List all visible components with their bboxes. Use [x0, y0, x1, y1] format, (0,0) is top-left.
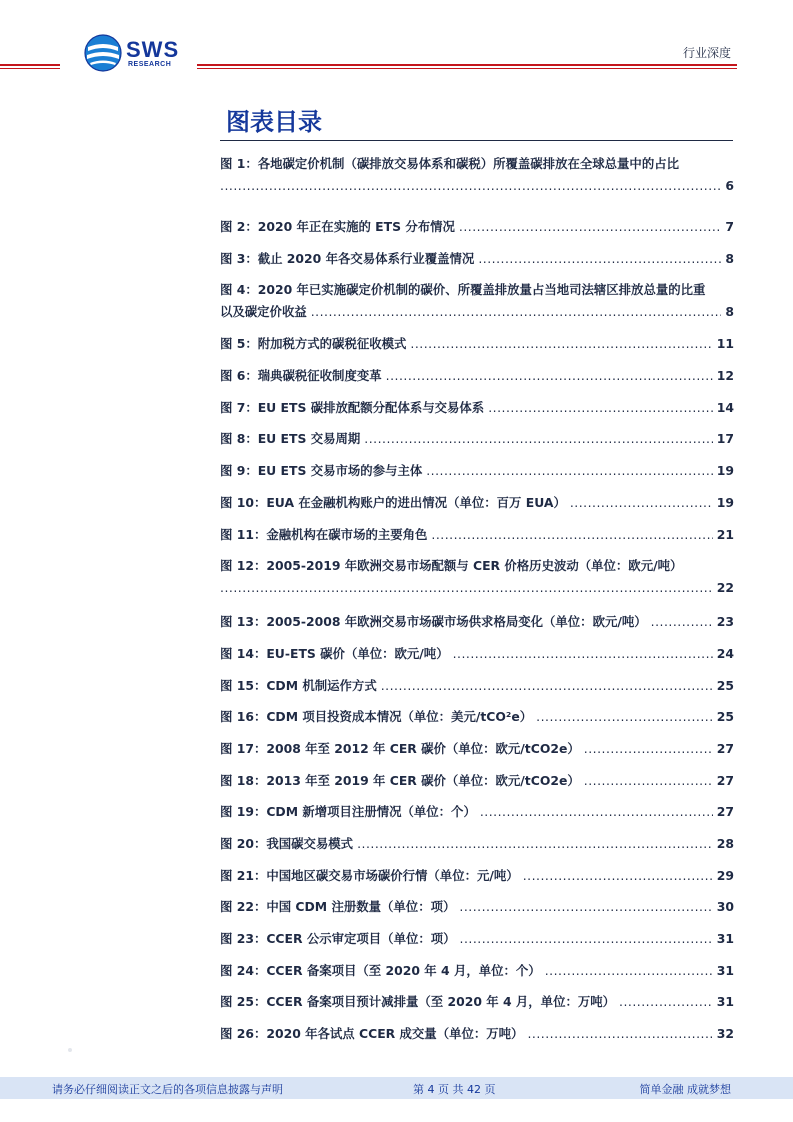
- logo-text: SWS: [126, 37, 180, 62]
- toc-entry-label: 图 20：我国碳交易模式: [220, 836, 354, 851]
- toc-entry-page: 8: [725, 250, 734, 266]
- toc-entry[interactable]: [220, 460, 734, 492]
- figure-toc: [220, 153, 734, 1055]
- toc-leader: [431, 524, 712, 546]
- toc-entry-label: 图 8：EU ETS 交易周期: [220, 431, 361, 447]
- toc-leader: [220, 175, 721, 197]
- toc-entry-label: 图 6：瑞典碳税征收制度变革: [220, 368, 382, 384]
- toc-entry[interactable]: [220, 865, 734, 897]
- toc-entry-page: 24: [716, 645, 734, 661]
- toc-entry[interactable]: [220, 555, 734, 611]
- toc-entry-label: 图 2：2020 年正在实施的 ETS 分布情况: [220, 219, 455, 234]
- footer-page-info: 第 4 页 共 42 页: [413, 1083, 496, 1096]
- header-rule-left-thin: [0, 68, 60, 69]
- toc-entry-label: 图 19：CDM 新增项目注册情况（单位：个）: [220, 804, 476, 820]
- toc-entry[interactable]: [220, 896, 734, 928]
- toc-entry[interactable]: [220, 397, 734, 429]
- toc-entry-label: 图 16：CDM 项目投资成本情况（单位：美元/tCO²e）: [220, 709, 533, 725]
- toc-entry-page: 22: [716, 580, 734, 596]
- toc-entry[interactable]: [220, 153, 734, 216]
- toc-entry-label: 图 11：金融机构在碳市场的主要角色: [220, 526, 428, 542]
- toc-entry[interactable]: [220, 333, 734, 365]
- toc-entry[interactable]: [220, 833, 734, 865]
- toc-leader: [460, 928, 713, 950]
- toc-entry[interactable]: [220, 248, 734, 280]
- toc-leader: [651, 611, 713, 633]
- toc-entry-label: 图 3：截止 2020 年各交易体系行业覆盖情况: [220, 250, 475, 266]
- footer-slogan: 简单金融 成就梦想: [639, 1083, 731, 1096]
- toc-entry-label: 图 23：CCER 公示审定项目（单位：项）: [220, 931, 456, 947]
- toc-leader: [364, 428, 712, 450]
- toc-leader: [584, 770, 713, 792]
- toc-entry-label: 图 18：2013 年至 2019 年 CER 碳价（单位：欧元/tCO2e）: [220, 772, 580, 788]
- toc-entry-page: 17: [716, 431, 734, 447]
- toc-entry[interactable]: [220, 524, 734, 556]
- toc-entry-page: 19: [716, 494, 734, 510]
- header-rule-right-thin: [197, 68, 737, 69]
- toc-leader: [410, 333, 712, 355]
- toc-entry-page: 25: [716, 677, 734, 693]
- toc-leader: [536, 706, 713, 728]
- toc-entry-page: 28: [716, 836, 734, 851]
- toc-entry-page: 8: [725, 304, 734, 320]
- toc-entry[interactable]: [220, 738, 734, 770]
- toc-entry-label: 图 25：CCER 备案项目预计减排量（至 2020 年 4 月，单位：万吨）: [220, 994, 616, 1010]
- toc-entry[interactable]: [220, 675, 734, 707]
- toc-entry[interactable]: [220, 928, 734, 960]
- toc-entry-label: 图 10：EUA 在金融机构账户的进出情况（单位：百万 EUA）: [220, 494, 566, 510]
- toc-entry-label: 图 9：EU ETS 交易市场的参与主体: [220, 463, 423, 479]
- toc-entry-page: 31: [716, 994, 734, 1010]
- toc-entry-page: 31: [716, 962, 734, 978]
- toc-leader: [357, 833, 713, 855]
- toc-leader: [488, 397, 713, 419]
- header-rule-right: [197, 64, 737, 66]
- toc-entry-label: 图 26：2020 年各试点 CCER 成交量（单位：万吨）: [220, 1026, 524, 1042]
- toc-entry-label: 图 24：CCER 备案项目（至 2020 年 4 月，单位：个）: [220, 962, 541, 978]
- toc-entry-page: 14: [716, 399, 734, 415]
- sws-logo: [84, 34, 184, 72]
- logo-subtext: RESEARCH: [128, 61, 172, 68]
- toc-leader: [584, 738, 713, 760]
- toc-leader: [426, 460, 713, 482]
- toc-entry[interactable]: [220, 611, 734, 643]
- toc-entry-label: 图 12：2005-2019 年欧洲交易市场配额与 CER 价格历史波动（单位：欧元/吨）: [220, 558, 683, 574]
- toc-entry[interactable]: [220, 643, 734, 675]
- toc-entry[interactable]: [220, 365, 734, 397]
- toc-entry[interactable]: [220, 279, 734, 333]
- toc-entry-page: 23: [716, 614, 734, 630]
- toc-entry-label: 图 22：中国 CDM 注册数量（单位：项）: [220, 899, 456, 915]
- toc-entry-page: 27: [716, 740, 734, 756]
- toc-entry-page: 30: [716, 899, 734, 915]
- toc-entry[interactable]: [220, 991, 734, 1023]
- toc-entry-page: 32: [716, 1026, 734, 1042]
- toc-entry-page: 7: [725, 219, 734, 234]
- toc-entry-page: 19: [716, 463, 734, 479]
- title-divider: [220, 140, 733, 141]
- sws-logo-mark-icon: [84, 34, 122, 72]
- decorative-dot: [68, 1048, 72, 1052]
- toc-leader: [459, 896, 712, 918]
- toc-leader: [386, 365, 713, 387]
- toc-entry[interactable]: [220, 492, 734, 524]
- toc-leader: [478, 248, 721, 270]
- toc-entry-label: 图 7：EU ETS 碳排放配额分配体系与交易体系: [220, 399, 485, 415]
- toc-entry-continuation: 以及碳定价收益: [220, 304, 307, 320]
- toc-entry-label: 图 17：2008 年至 2012 年 CER 碳价（单位：欧元/tCO2e）: [220, 740, 580, 756]
- toc-entry-page: 12: [716, 368, 734, 384]
- toc-leader: [459, 216, 721, 238]
- toc-entry[interactable]: [220, 216, 734, 248]
- toc-entry[interactable]: [220, 801, 734, 833]
- toc-entry-label: 图 1：各地碳定价机制（碳排放交易体系和碳税）所覆盖碳排放在全球总量中的占比: [220, 156, 679, 171]
- toc-leader: [545, 960, 713, 982]
- toc-leader: [453, 643, 713, 665]
- page-title: 图表目录: [226, 108, 322, 136]
- toc-entry[interactable]: [220, 960, 734, 992]
- report-type-label: 行业深度: [682, 46, 731, 60]
- footer-disclaimer: 请务必仔细阅读正文之后的各项信息披露与声明: [52, 1083, 283, 1096]
- toc-entry-label: 图 14：EU-ETS 碳价（单位：欧元/吨）: [220, 645, 449, 661]
- toc-leader: [311, 301, 722, 323]
- toc-leader: [220, 577, 713, 599]
- toc-entry-label: 图 15：CDM 机制运作方式: [220, 677, 377, 693]
- toc-entry[interactable]: [220, 1023, 734, 1055]
- toc-entry-page: 29: [716, 867, 734, 883]
- toc-leader: [527, 1023, 712, 1045]
- toc-leader: [480, 801, 713, 823]
- toc-entry[interactable]: [220, 428, 734, 460]
- toc-entry-page: 31: [716, 931, 734, 947]
- toc-leader: [523, 865, 713, 887]
- toc-entry-page: 27: [716, 804, 734, 820]
- toc-entry-page: 25: [716, 709, 734, 725]
- toc-leader: [381, 675, 713, 697]
- toc-entry-page: 21: [716, 526, 734, 542]
- toc-entry-label: 图 13：2005-2008 年欧洲交易市场碳市场供求格局变化（单位：欧元/吨）: [220, 614, 647, 630]
- toc-entry[interactable]: [220, 706, 734, 738]
- toc-leader: [570, 492, 713, 514]
- toc-entry-label: 图 4：2020 年已实施碳定价机制的碳价、所覆盖排放量占当地司法辖区排放总量的比重: [220, 282, 706, 298]
- toc-entry-label: 图 21：中国地区碳交易市场碳价行情（单位：元/吨）: [220, 867, 519, 883]
- toc-entry-page: 27: [716, 772, 734, 788]
- toc-leader: [619, 991, 713, 1013]
- toc-entry-page: 11: [716, 336, 734, 352]
- toc-entry[interactable]: [220, 770, 734, 802]
- header-rule-left: [0, 64, 60, 66]
- toc-entry-label: 图 5：附加税方式的碳税征收模式: [220, 336, 407, 352]
- toc-entry-page: 6: [725, 178, 734, 193]
